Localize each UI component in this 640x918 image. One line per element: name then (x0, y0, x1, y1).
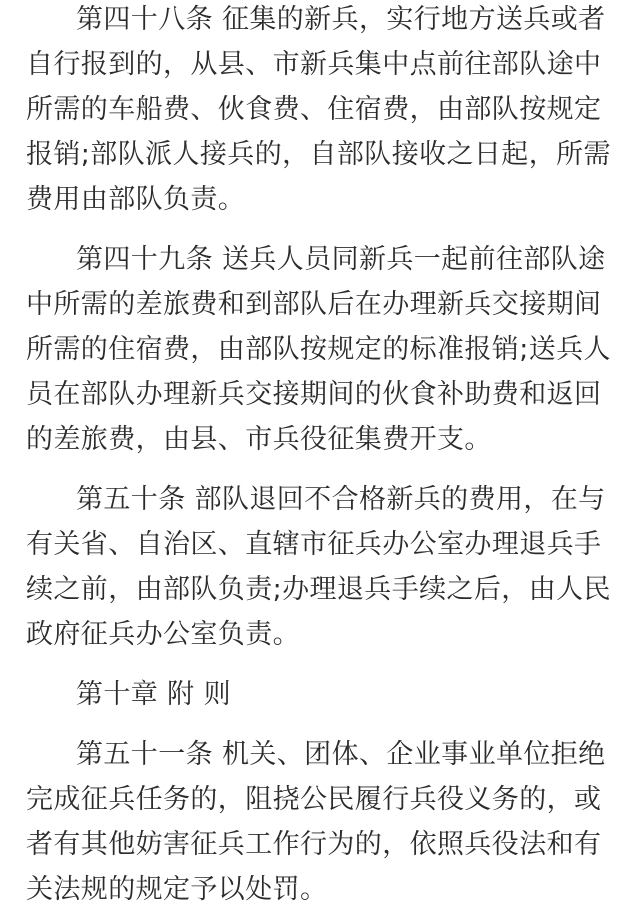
text-line: 政府征兵办公室负责。 (26, 619, 300, 650)
article-51-paragraph (26, 732, 618, 912)
text-line: 费用由部队负责。 (26, 184, 246, 215)
text-line: 第五十条 部队退回不合格新兵的费用，在与 (76, 484, 606, 515)
text-line: 完成征兵任务的，阻挠公民履行兵役义务的，或 (26, 784, 602, 815)
text-line: 有关省、自治区、直辖市征兵办公室办理退兵手 (26, 529, 602, 560)
article-48-paragraph (26, 0, 618, 222)
article-50-paragraph (26, 477, 618, 657)
text-line: 续之前，由部队负责;办理退兵手续之后，由人民 (26, 574, 611, 605)
text-line: 第五十一条 机关、团体、企业事业单位拒绝 (76, 739, 606, 770)
text-line: 中所需的差旅费和到部队后在办理新兵交接期间 (26, 289, 602, 320)
chapter-title: 第十章 附 则 (76, 679, 231, 710)
article-49-paragraph (26, 237, 618, 462)
text-line: 所需的车船费、伙食费、住宿费，由部队按规定 (26, 94, 602, 125)
text-line: 所需的住宿费，由部队按规定的标准报销;送兵人 (26, 334, 611, 365)
chapter-10-heading (26, 672, 618, 717)
text-line: 者有其他妨害征兵工作行为的，依照兵役法和有 (26, 829, 602, 860)
text-line: 报销;部队派人接兵的，自部队接收之日起，所需 (26, 139, 611, 170)
text-line: 关法规的规定予以处罚。 (26, 874, 328, 905)
text-line: 自行报到的，从县、市新兵集中点前往部队途中 (26, 49, 602, 80)
text-line: 的差旅费，由县、市兵役征集费开支。 (26, 424, 492, 455)
text-line: 员在部队办理新兵交接期间的伙食补助费和返回 (26, 379, 602, 410)
text-line: 第四十八条 征集的新兵，实行地方送兵或者 (76, 4, 606, 35)
text-line: 第四十九条 送兵人员同新兵一起前往部队途 (76, 244, 606, 275)
